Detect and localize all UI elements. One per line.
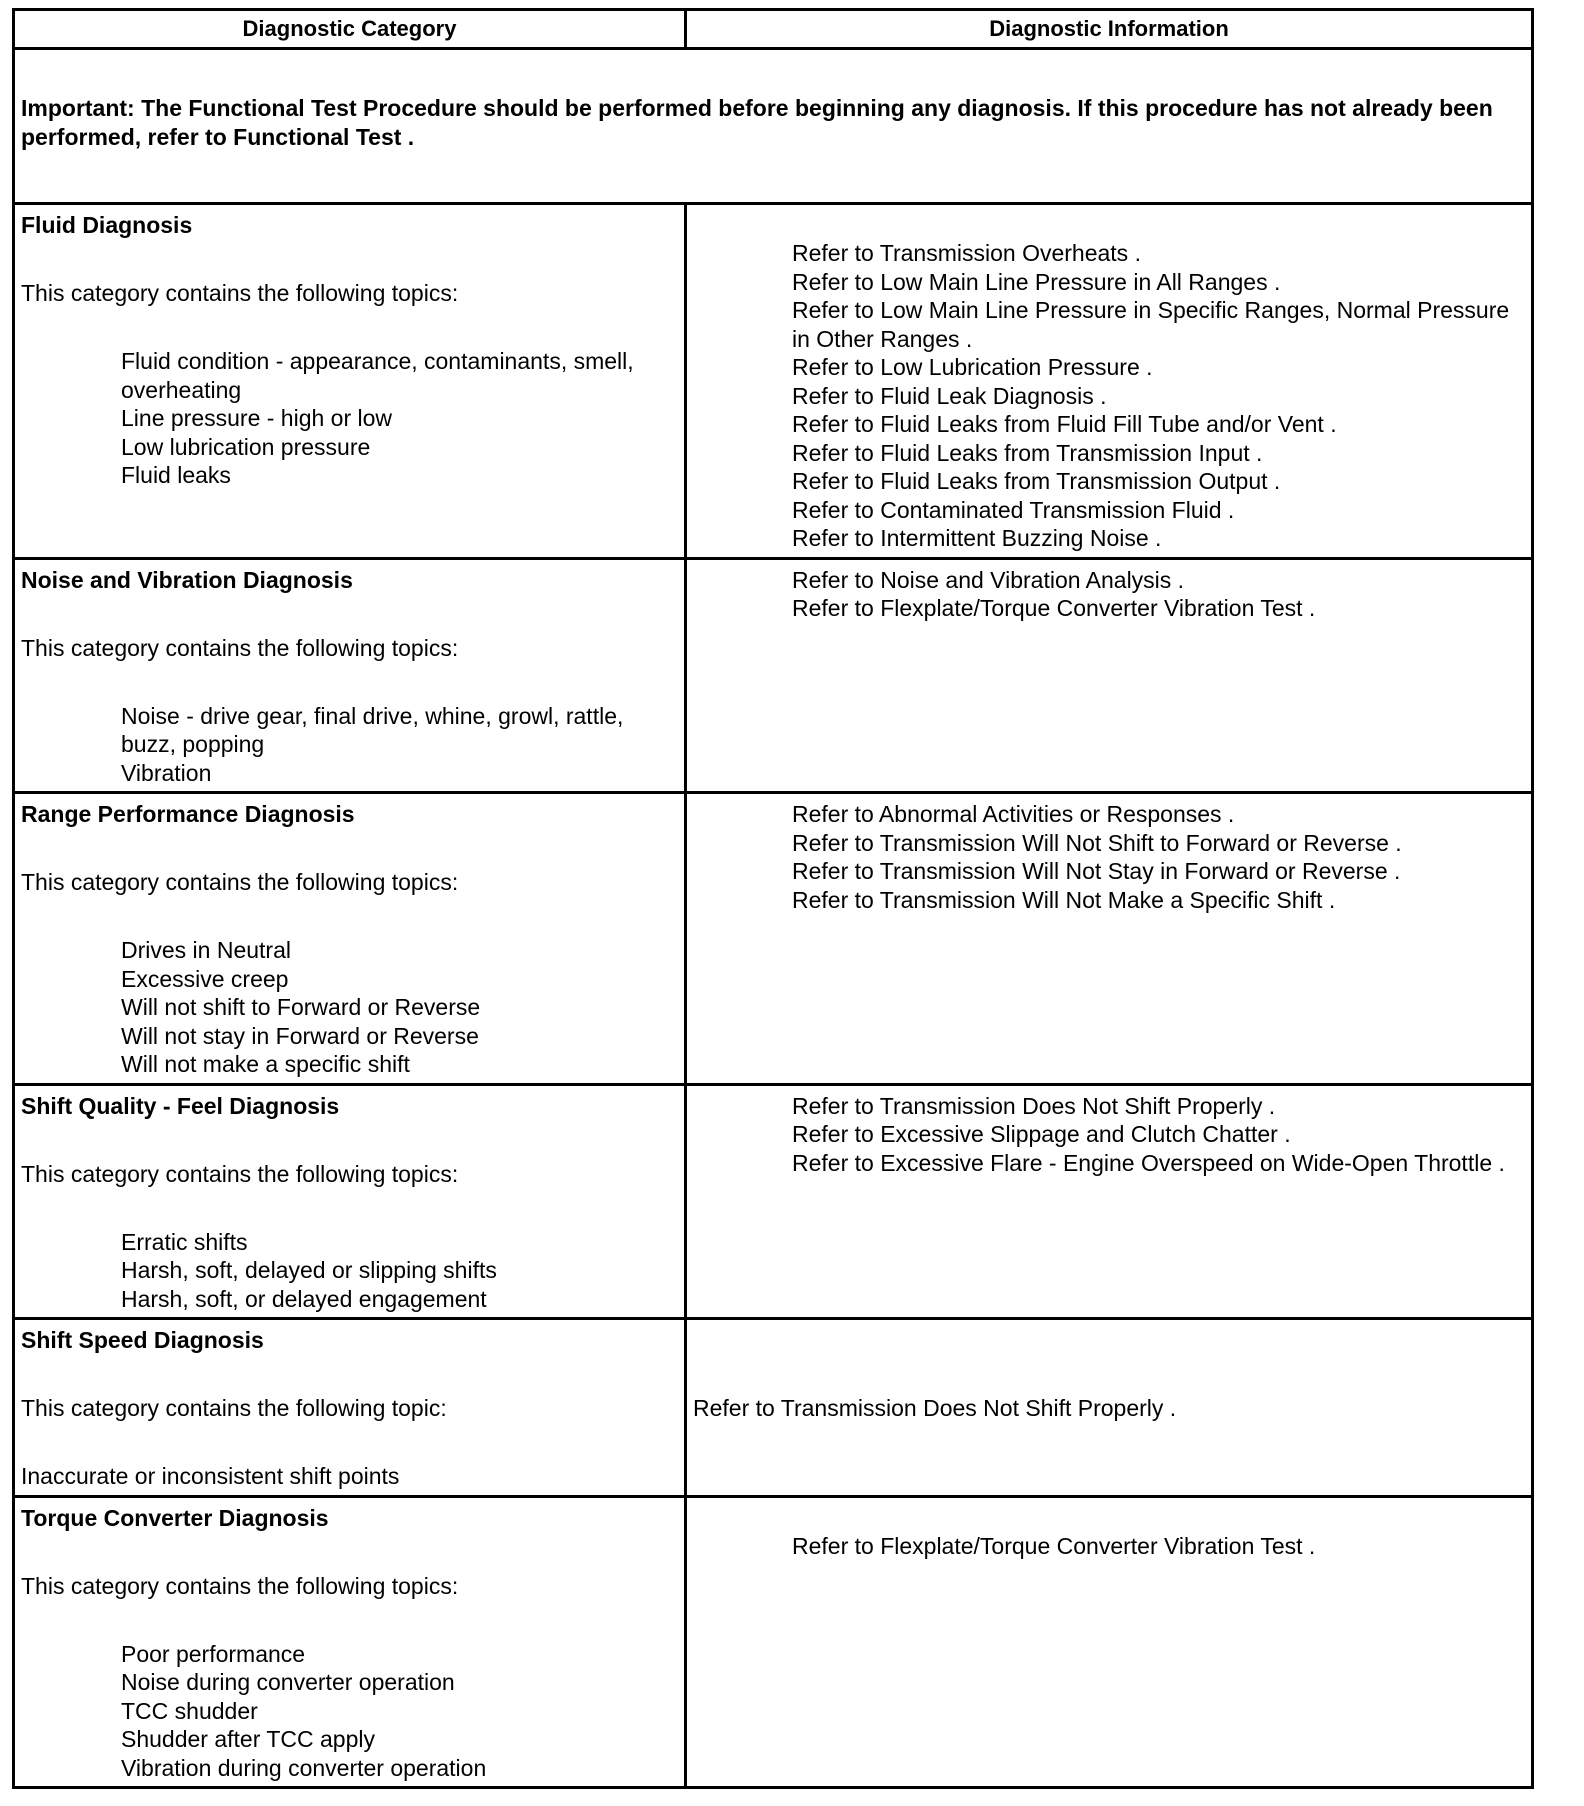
table-row	[14, 1496, 1533, 1788]
category-title: Shift Speed Diagnosis	[21, 1327, 264, 1353]
topic-list	[21, 702, 684, 788]
category-cell	[14, 1496, 686, 1788]
info-link[interactable]: Refer to Intermittent Buzzing Noise .	[792, 525, 1162, 551]
table-row	[14, 558, 1533, 793]
topic-item: Shudder after TCC apply	[121, 1726, 375, 1752]
info-cell	[686, 1319, 1533, 1497]
table-row	[14, 793, 1533, 1085]
topic-item: Erratic shifts	[121, 1228, 248, 1255]
info-link[interactable]: Refer to Low Main Line Pressure in All Ranges .	[792, 268, 1281, 295]
category-cell	[14, 558, 686, 793]
topic-item: Excessive creep	[121, 965, 289, 992]
header-row	[14, 10, 1533, 49]
info-link[interactable]: Refer to Transmission Will Not Shift to Forward or Reverse .	[792, 829, 1402, 856]
info-link[interactable]: Refer to Fluid Leak Diagnosis .	[792, 382, 1107, 409]
category-cell	[14, 793, 686, 1085]
topic-item: Low lubrication pressure	[121, 433, 371, 460]
info-link[interactable]: Refer to Transmission Does Not Shift Properly .	[693, 1395, 1177, 1421]
category-intro: This category contains the following topics:	[21, 1572, 459, 1599]
topic-item: Vibration during converter operation	[121, 1754, 487, 1781]
topic-item: Fluid condition - appearance, contaminants, smell, overheating	[121, 348, 634, 403]
important-note: Important: The Functional Test Procedure should be performed before beginning any diagnosis. If this procedure has not already been performed, refer to Functional Test .	[21, 95, 1493, 150]
table-row	[14, 1084, 1533, 1319]
info-list	[792, 1092, 1511, 1178]
category-intro: This category contains the following topics:	[21, 280, 459, 306]
category-intro: This category contains the following topic:	[21, 1395, 447, 1421]
category-cell	[14, 1319, 686, 1497]
topic-item: Noise during converter operation	[121, 1669, 455, 1695]
category-title: Torque Converter Diagnosis	[21, 1504, 329, 1531]
category-title: Shift Quality - Feel Diagnosis	[21, 1092, 340, 1119]
topic-item: TCC shudder	[121, 1697, 258, 1724]
important-row	[14, 49, 1533, 204]
important-cell	[14, 49, 1533, 204]
info-link[interactable]: Refer to Abnormal Activities or Responses .	[792, 801, 1235, 827]
topic-item: Will not shift to Forward or Reverse	[121, 994, 481, 1020]
category-title: Noise and Vibration Diagnosis	[21, 566, 353, 593]
info-link[interactable]: Refer to Flexplate/Torque Converter Vibration Test .	[792, 1532, 1316, 1559]
info-link[interactable]: Refer to Low Main Line Pressure in Specific Ranges, Normal Pressure in Other Ranges .	[792, 297, 1510, 352]
category-title: Fluid Diagnosis	[21, 212, 193, 238]
topic-item: Line pressure - high or low	[121, 405, 393, 431]
info-link[interactable]: Refer to Flexplate/Torque Converter Vibration Test .	[792, 595, 1316, 621]
topic-list	[21, 936, 684, 1079]
category-cell	[14, 204, 686, 559]
info-list	[792, 1532, 1511, 1561]
info-link[interactable]: Refer to Excessive Flare - Engine Overspeed on Wide-Open Throttle .	[792, 1149, 1505, 1176]
topic-item: Vibration	[121, 759, 212, 786]
topic-item: Will not stay in Forward or Reverse	[121, 1022, 479, 1049]
topic-list	[21, 1640, 684, 1783]
info-link[interactable]: Refer to Transmission Does Not Shift Properly .	[792, 1092, 1276, 1119]
info-list	[792, 566, 1511, 623]
category-intro: This category contains the following topics:	[21, 634, 459, 661]
info-link[interactable]: Refer to Fluid Leaks from Transmission Input .	[792, 439, 1263, 466]
category-intro: This category contains the following topics:	[21, 869, 459, 895]
info-list	[693, 1326, 1511, 1423]
info-link[interactable]: Refer to Transmission Will Not Make a Specific Shift .	[792, 886, 1336, 913]
topic-item: Will not make a specific shift	[121, 1051, 410, 1077]
topic-list	[21, 1228, 684, 1314]
info-list	[792, 800, 1511, 914]
topic-item: Drives in Neutral	[121, 937, 291, 963]
info-link[interactable]: Refer to Fluid Leaks from Fluid Fill Tube and/or Vent .	[792, 411, 1337, 437]
info-cell	[686, 558, 1533, 793]
info-cell	[686, 1496, 1533, 1788]
info-link[interactable]: Refer to Fluid Leaks from Transmission Output .	[792, 468, 1281, 494]
info-cell	[686, 1084, 1533, 1319]
header-diagnostic-information: Diagnostic Information	[686, 10, 1533, 49]
info-link[interactable]: Refer to Noise and Vibration Analysis .	[792, 566, 1185, 593]
topic-item: Harsh, soft, delayed or slipping shifts	[121, 1257, 497, 1283]
header-diagnostic-category: Diagnostic Category	[14, 10, 686, 49]
topic-item: Fluid leaks	[121, 462, 231, 488]
topic-item: Noise - drive gear, final drive, whine, growl, rattle, buzz, popping	[121, 702, 624, 757]
topic-list	[21, 347, 684, 490]
info-link[interactable]: Refer to Low Lubrication Pressure .	[792, 354, 1153, 380]
info-link[interactable]: Refer to Transmission Will Not Stay in Forward or Reverse .	[792, 858, 1401, 884]
table-row	[14, 204, 1533, 559]
topic-item: Poor performance	[121, 1640, 306, 1667]
diagnostic-table	[12, 8, 1534, 1789]
info-cell	[686, 793, 1533, 1085]
category-title: Range Performance Diagnosis	[21, 801, 355, 827]
info-cell	[686, 204, 1533, 559]
topic-list	[21, 1462, 684, 1491]
info-link[interactable]: Refer to Excessive Slippage and Clutch Chatter .	[792, 1121, 1291, 1147]
info-link[interactable]: Refer to Transmission Overheats .	[792, 240, 1141, 266]
info-link[interactable]: Refer to Contaminated Transmission Fluid .	[792, 496, 1235, 523]
topic-item: Inaccurate or inconsistent shift points	[21, 1463, 400, 1489]
table-row	[14, 1319, 1533, 1497]
category-intro: This category contains the following topics:	[21, 1160, 459, 1187]
info-list	[792, 239, 1511, 553]
topic-item: Harsh, soft, or delayed engagement	[121, 1285, 487, 1312]
category-cell	[14, 1084, 686, 1319]
